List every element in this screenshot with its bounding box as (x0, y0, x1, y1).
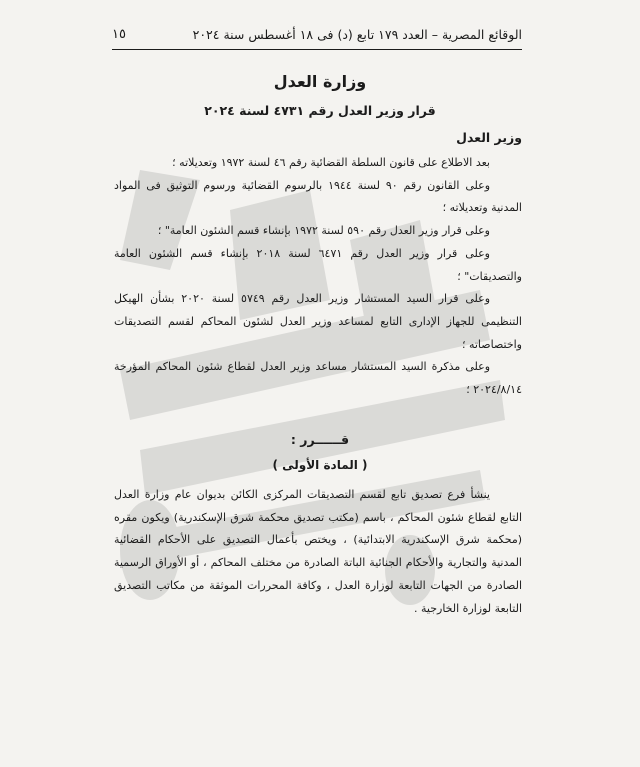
article-body (114, 484, 522, 620)
decree-title: قرار وزير العدل رقم ٤٧٣١ لسنة ٢٠٢٤ (204, 103, 436, 118)
preamble-paragraph: وعلى مذكرة السيد المستشار مساعد وزير العدل لقطاع شئون المحاكم المؤرخة ٢٠٢٤/٨/١٤ ؛ (114, 360, 522, 397)
ministry-title: وزارة العدل (273, 72, 367, 91)
preamble-paragraph: وعلى قرار السيد المستشار وزير العدل رقم ٥٧٤٩ لسنة ٢٠٢٠ بشأن الهيكل التنظيمى للجهاز الإدارى التابع لمساعد وزير العدل لشئون المحاكم لقسم التصديقات واختصاصاته ؛ (114, 292, 522, 351)
page-number: ١٥ (112, 27, 126, 42)
preamble-paragraph: بعد الاطلاع على قانون السلطة القضائية رقم ٤٦ لسنة ١٩٧٢ وتعديلاته ؛ (172, 156, 490, 169)
preamble-paragraph: وعلى قرار وزير العدل رقم ٦٤٧١ لسنة ٢٠١٨ بإنشاء قسم الشئون العامة والتصديقات" ؛ (114, 246, 522, 283)
gazette-header-text: الوقائع المصرية – العدد ١٧٩ تابع (د) فى ١٨ أغسطس سنة ٢٠٢٤ (192, 27, 522, 42)
preamble-paragraph: وعلى القانون رقم ٩٠ لسنة ١٩٤٤ بالرسوم القضائية ورسوم التوثيق فى المواد المدنية وتعديلاته ؛ (114, 178, 522, 215)
article-paragraph: ينشأ فرع تصديق تابع لقسم التصديقات المركزى الكائن بديوان عام وزارة العدل التابع لقطاع شئون المحاكم ، باسم (مكتب تصديق محكمة شرق الإسكندرية) ويكون مقره (محكمة شرق الإسكندرية الابتدائية) ، ويختص بأعمال التصديق على الأحكام القضائية المدنية والتجارية والأحكام الجنائية الباتة الصادرة من مختلف المحاكم ، أو الأوراق الرسمية الصادرة من الجهات التابعة لوزارة العدل ، وكافة المحررات الموثقة من مكاتب التصديق التابعة لوزارة الخارجية . (114, 488, 522, 615)
preamble-paragraph: وعلى قرار وزير العدل رقم ٥٩٠ لسنة ١٩٧٢ بإنشاء قسم الشئون العامة" ؛ (157, 224, 490, 238)
preamble (114, 152, 522, 402)
resolved-heading: قــــــرر : (290, 432, 350, 447)
header-divider (112, 49, 522, 50)
article-heading: ( المادة الأولى ) (272, 458, 368, 472)
issuer-heading: وزير العدل (456, 130, 522, 145)
